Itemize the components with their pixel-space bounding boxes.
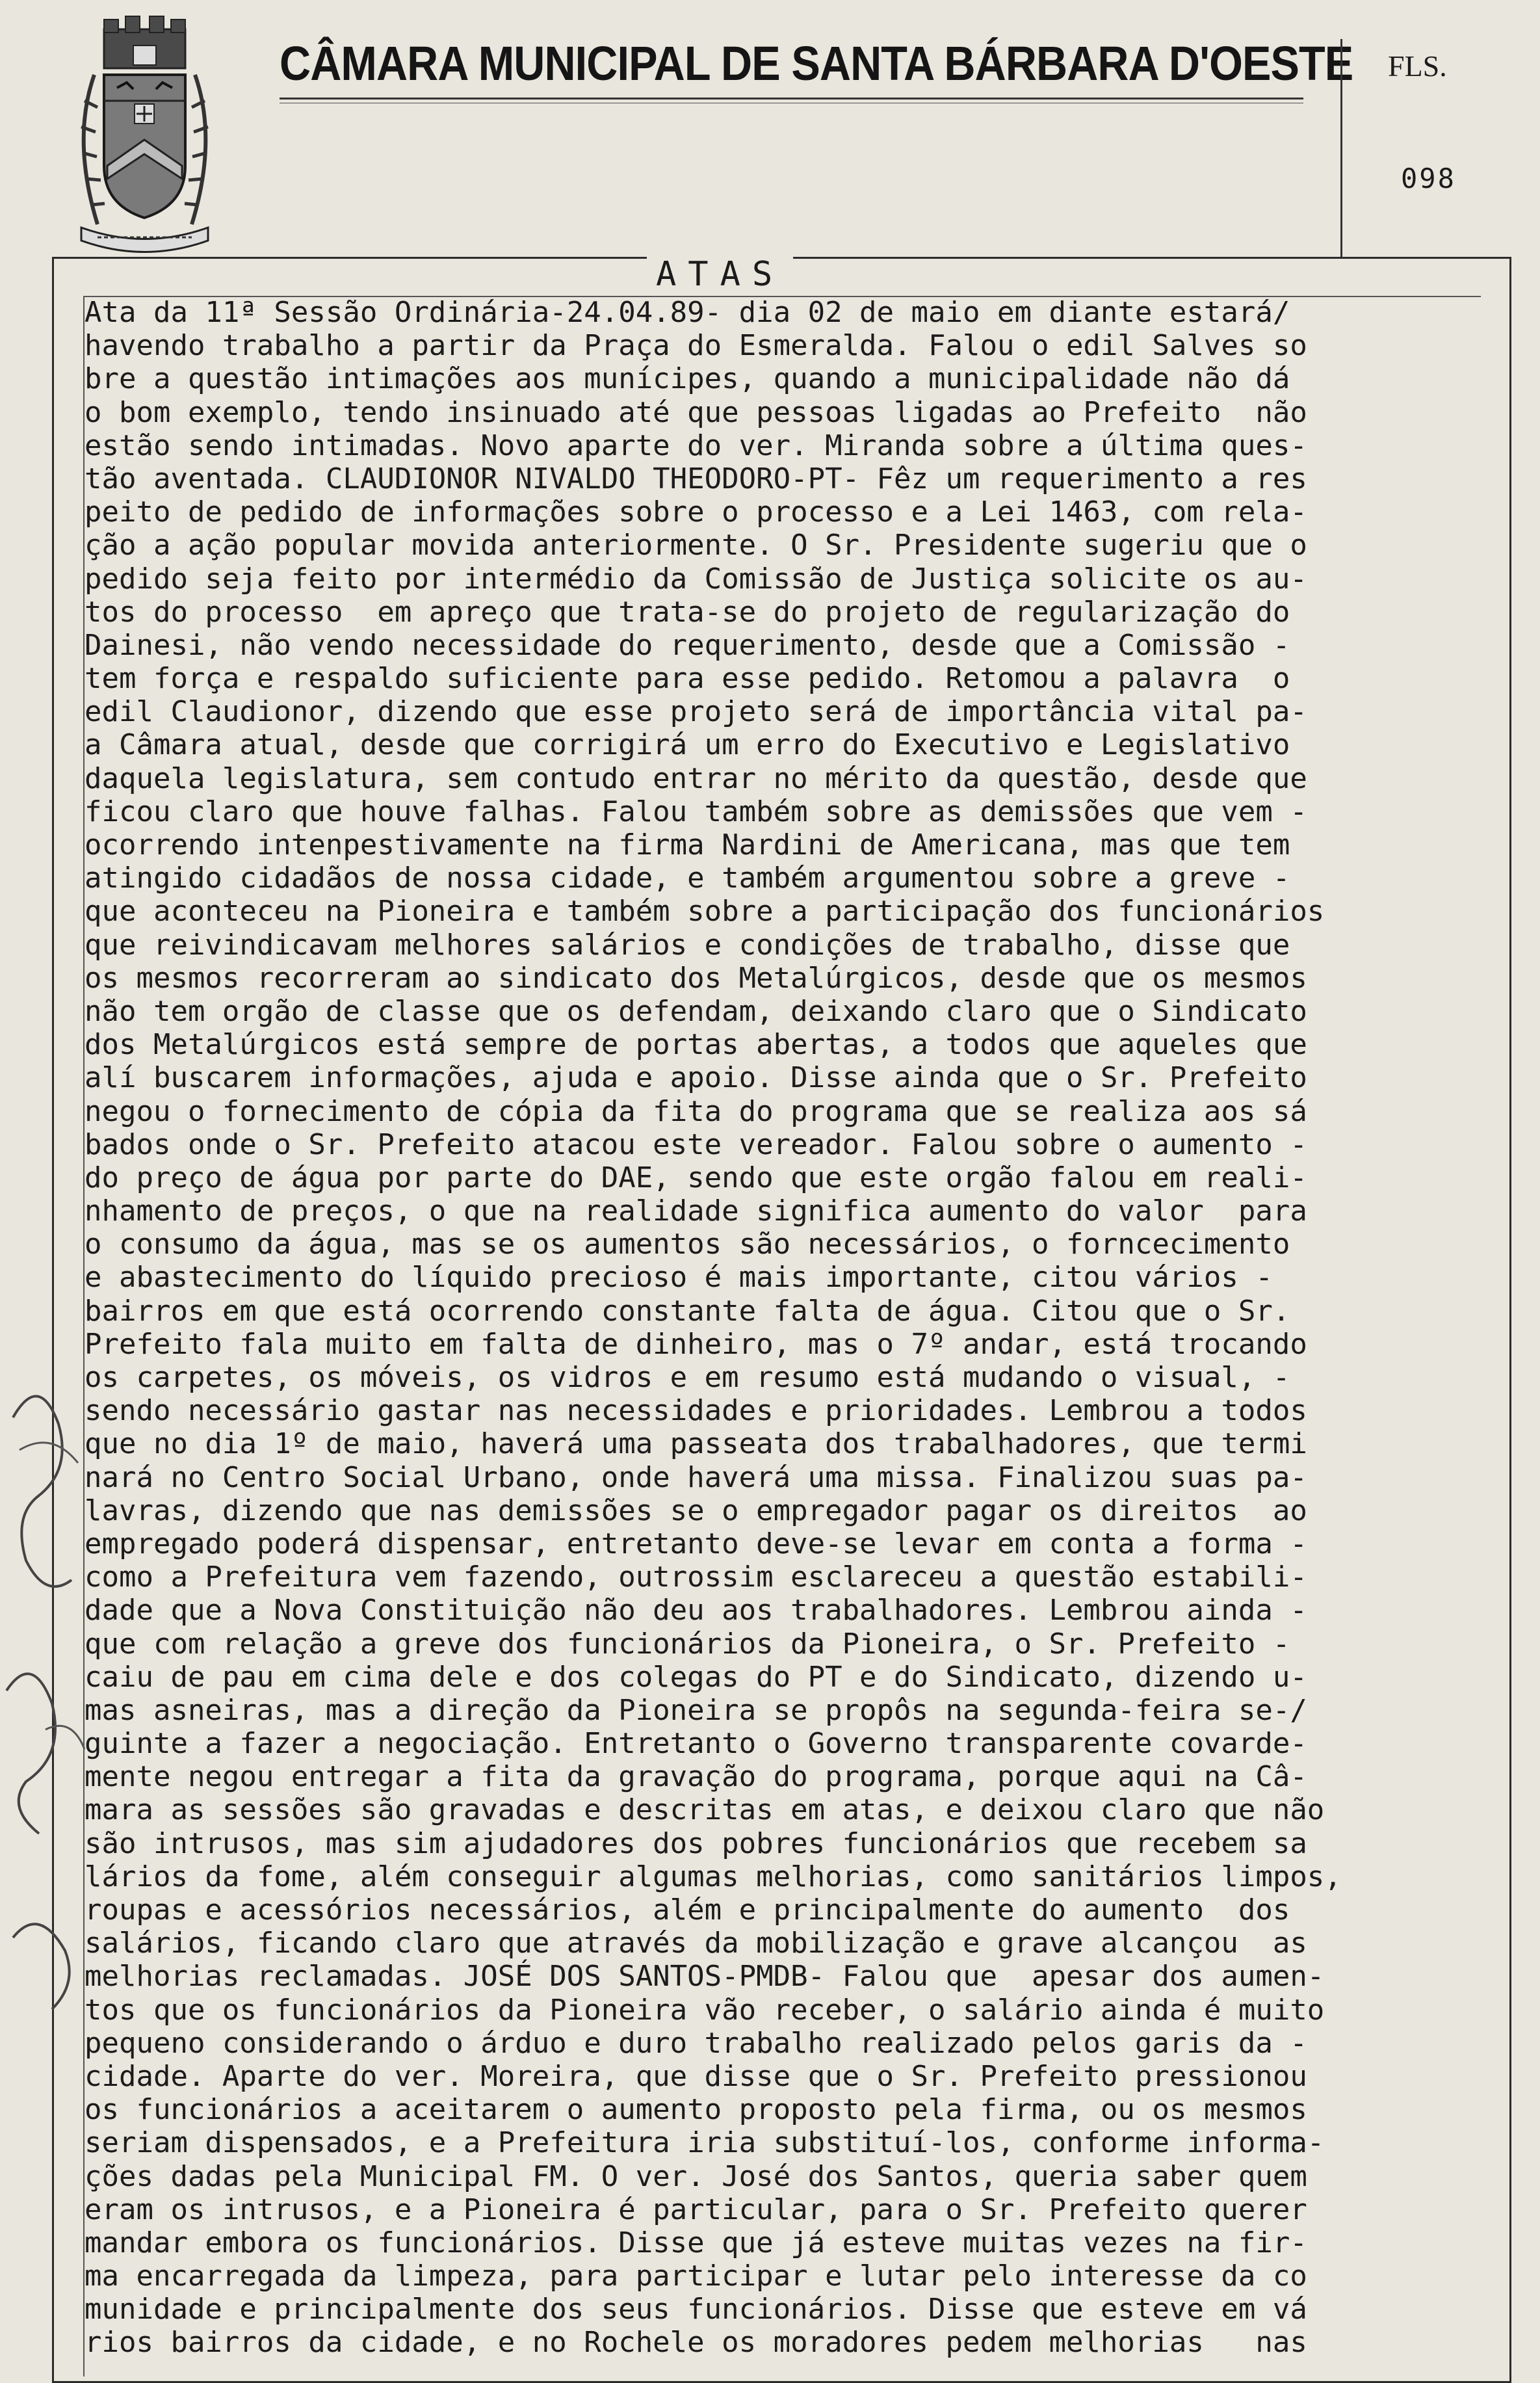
text-line: negou o fornecimento de cópia da fita do programa que se realiza aos sá bbox=[85, 1094, 1307, 1128]
text-line: sendo necessário gastar nas necessidades e prioridades. Lembrou a todos bbox=[85, 1394, 1307, 1428]
text-line: Ata da 11ª Sessão Ordinária-24.04.89- dia 02 de maio em diante estará/ bbox=[85, 296, 1290, 329]
text-line: nhamento de preços, o que na realidade significa aumento do valor para bbox=[85, 1194, 1307, 1228]
text-line: melhorias reclamadas. JOSÉ DOS SANTOS-PMDB- Falou que apesar dos aumen- bbox=[85, 1960, 1325, 1994]
text-line: tos que os funcionários da Pioneira vão receber, o salário ainda é muito bbox=[85, 1993, 1325, 2027]
fls-divider bbox=[1340, 39, 1342, 257]
text-line: daquela legislatura, sem contudo entrar no mérito da questão, desde que bbox=[85, 761, 1307, 795]
minutes-text bbox=[85, 296, 1495, 2360]
text-line: dade que a Nova Constituição não deu aos trabalhadores. Lembrou ainda - bbox=[85, 1594, 1307, 1627]
text-line: ma encarregada da limpeza, para participar e lutar pelo interesse da co bbox=[85, 2259, 1307, 2293]
text-line: havendo trabalho a partir da Praça do Esmeralda. Falou o edil Salves so bbox=[85, 329, 1307, 363]
text-line: nará no Centro Social Urbano, onde haverá uma missa. Finalizou suas pa- bbox=[85, 1460, 1307, 1494]
text-line: Prefeito fala muito em falta de dinheiro, mas o 7º andar, está trocando bbox=[85, 1327, 1307, 1361]
coat-of-arms-emblem bbox=[68, 10, 221, 257]
text-line: tão aventada. CLAUDIONOR NIVALDO THEODORO-PT- Fêz um requerimento a res bbox=[85, 462, 1307, 495]
text-line: roupas e acessórios necessários, além e principalmente do aumento dos bbox=[85, 1893, 1290, 1927]
text-line: atingido cidadãos de nossa cidade, e também argumentou sobre a greve - bbox=[85, 862, 1290, 895]
text-line: ção a ação popular movida anteriormente. O Sr. Presidente sugeriu que o bbox=[85, 529, 1307, 562]
header-rule bbox=[280, 98, 1303, 99]
text-line: munidade e principalmente dos seus funcionários. Disse que esteve em vá bbox=[85, 2293, 1307, 2326]
text-line: edil Claudionor, dizendo que esse projeto será de importância vital pa- bbox=[85, 695, 1307, 729]
text-line: Dainesi, não vendo necessidade do requerimento, desde que a Comissão - bbox=[85, 628, 1290, 662]
text-line: mente negou entregar a fita da gravação do programa, porque aqui na Câ- bbox=[85, 1760, 1307, 1794]
text-line: mara as sessões são gravadas e descritas em atas, e deixou claro que não bbox=[85, 1793, 1325, 1827]
handwritten-signature bbox=[0, 1365, 91, 2016]
text-line: os funcionários a aceitarem o aumento proposto pela firma, ou os mesmos bbox=[85, 2093, 1307, 2127]
text-line: que reivindicavam melhores salários e condições de trabalho, disse que bbox=[85, 928, 1290, 962]
text-line: mas asneiras, mas a direção da Pioneira se propôs na segunda-feira se-/ bbox=[85, 1693, 1307, 1727]
text-line: tem força e respaldo suficiente para esse pedido. Retomou a palavra o bbox=[85, 662, 1290, 696]
section-title: ATAS bbox=[647, 255, 793, 294]
institution-title: CÂMARA MUNICIPAL DE SANTA BÁRBARA D'OESTE bbox=[280, 36, 1353, 90]
text-line: ficou claro que houve falhas. Falou também sobre as demissões que vem - bbox=[85, 795, 1307, 828]
text-line: são intrusos, mas sim ajudadores dos pobres funcionários que recebem sa bbox=[85, 1826, 1307, 1860]
text-line: ções dadas pela Municipal FM. O ver. José dos Santos, queria saber quem bbox=[85, 2159, 1307, 2193]
text-line: bre a questão intimações aos munícipes, quando a municipalidade não dá bbox=[85, 362, 1290, 396]
text-line: empregado poderá dispensar, entretanto deve-se levar em conta a forma - bbox=[85, 1527, 1307, 1560]
text-line: o consumo da água, mas se os aumentos são necessários, o forncecimento bbox=[85, 1228, 1290, 1261]
fls-label: FLS. bbox=[1388, 49, 1447, 83]
text-line: bairros em que está ocorrendo constante falta de água. Citou que o Sr. bbox=[85, 1294, 1290, 1328]
text-line: tos do processo em apreço que trata-se do projeto de regularização do bbox=[85, 595, 1290, 629]
text-line: seriam dispensados, e a Prefeitura iria substituí-los, conforme informa- bbox=[85, 2126, 1325, 2160]
text-line: do preço de água por parte do DAE, sendo que este orgão falou em reali- bbox=[85, 1161, 1307, 1194]
text-line: estão sendo intimadas. Novo aparte do ver. Miranda sobre a última ques- bbox=[85, 428, 1307, 462]
text-line: que aconteceu na Pioneira e também sobre a participação dos funcionários bbox=[85, 895, 1325, 928]
text-line: que com relação a greve dos funcionários da Pioneira, o Sr. Prefeito - bbox=[85, 1627, 1290, 1661]
text-line: e abastecimento do líquido precioso é mais importante, citou vários - bbox=[85, 1261, 1273, 1295]
text-line: mandar embora os funcionários. Disse que já esteve muitas vezes na fir- bbox=[85, 2226, 1307, 2259]
text-line: ocorrendo intenpestivamente na firma Nardini de Americana, mas que tem bbox=[85, 828, 1290, 862]
text-line: cidade. Aparte do ver. Moreira, que disse que o Sr. Prefeito pressionou bbox=[85, 2059, 1307, 2093]
text-line: salários, ficando claro que através da mobilização e grave alcançou as bbox=[85, 1927, 1307, 1960]
text-line: como a Prefeitura vem fazendo, outrossim esclareceu a questão estabili- bbox=[85, 1560, 1307, 1594]
text-line: não tem orgão de classe que os defendam, deixando claro que o Sindicato bbox=[85, 994, 1307, 1028]
text-line: rios bairros da cidade, e no Rochele os moradores pedem melhorias nas bbox=[85, 2326, 1307, 2360]
text-line: eram os intrusos, e a Pioneira é particular, para o Sr. Prefeito querer bbox=[85, 2192, 1307, 2226]
text-line: os mesmos recorreram ao sindicato dos Metalúrgicos, desde que os mesmos bbox=[85, 961, 1307, 995]
text-line: o bom exemplo, tendo insinuado até que pessoas ligadas ao Prefeito não bbox=[85, 395, 1307, 429]
text-line: lários da fome, além conseguir algumas melhorias, como sanitários limpos, bbox=[85, 1860, 1342, 1893]
text-line: pequeno considerando o árduo e duro trabalho realizado pelos garis da - bbox=[85, 2026, 1307, 2060]
text-line: bados onde o Sr. Prefeito atacou este vereador. Falou sobre o aumento - bbox=[85, 1127, 1307, 1161]
text-line: peito de pedido de informações sobre o processo e a Lei 1463, com rela- bbox=[85, 495, 1307, 529]
text-line: os carpetes, os móveis, os vidros e em resumo está mudando o visual, - bbox=[85, 1361, 1290, 1394]
text-line: a Câmara atual, desde que corrigirá um erro do Executivo e Legislativo bbox=[85, 728, 1290, 762]
text-line: guinte a fazer a negociação. Entretanto o Governo transparente covarde- bbox=[85, 1727, 1307, 1761]
text-line: lavras, dizendo que nas demissões se o empregador pagar os direitos ao bbox=[85, 1494, 1307, 1527]
text-line: pedido seja feito por intermédio da Comissão de Justiça solicite os au- bbox=[85, 562, 1307, 596]
text-line: caiu de pau em cima dele e dos colegas do PT e do Sindicato, dizendo u- bbox=[85, 1660, 1307, 1694]
text-line: alí buscarem informações, ajuda e apoio. Disse ainda que o Sr. Prefeito bbox=[85, 1061, 1307, 1095]
page-number: 098 bbox=[1401, 163, 1456, 194]
text-line: que no dia 1º de maio, haverá uma passeata dos trabalhadores, que termi bbox=[85, 1427, 1307, 1461]
text-line: dos Metalúrgicos está sempre de portas abertas, a todos que aqueles que bbox=[85, 1028, 1307, 1062]
